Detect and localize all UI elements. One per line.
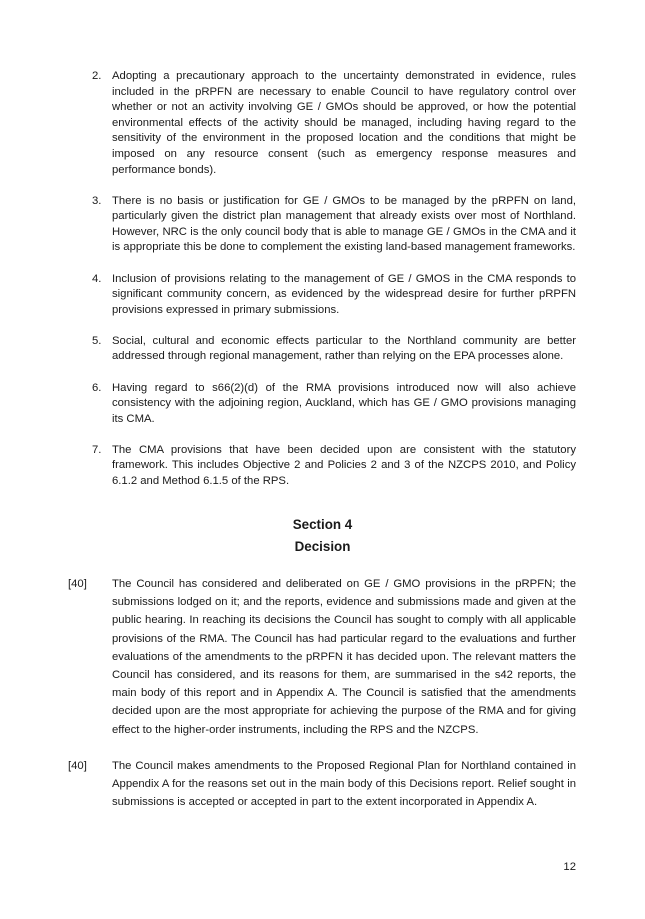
- section-title: Decision: [294, 539, 351, 554]
- list-item: [86, 443, 576, 490]
- list-item-number: 4.: [92, 272, 102, 285]
- page-number: 12: [563, 861, 576, 873]
- list-item-number: 6.: [92, 381, 102, 394]
- list-item-text: The CMA provisions that have been decided upon are consistent with the statutory framework. This includes Objective 2 and Policies 2 and 3 of the NZCPS 2010, and Policy 6.1.2 and Method 6.1.5 of the RPS.: [112, 443, 576, 487]
- list-item-text: Having regard to s66(2)(d) of the RMA provisions introduced now will also achieve consistency with the adjoining region, Auckland, which has GE / GMO provisions managing its CMA.: [112, 381, 576, 425]
- paragraph-text: The Council makes amendments to the Proposed Regional Plan for Northland contained in Appendix A for the reasons set out in the main body of this Decisions report. Relief sought in submissions is accepted or accepted in part to the extent incorporated in Appendix A.: [112, 759, 576, 809]
- list-item-number: 5.: [92, 334, 102, 347]
- list-item: [86, 334, 576, 365]
- list-item-text: Adopting a precautionary approach to the uncertainty demonstrated in evidence, rules included in the pRPFN are necessary to enable Council to have regulatory control over whether or not an activity involving GE / GMOs should be approved, or how the potential environmental effects of the activity should be managed, including having regard to the sensitivity of the environment in the proposed location and the conditions that might be imposed on any resource consent (such as emergency response measures and performance bonds).: [112, 70, 576, 176]
- numbered-paragraph: [68, 575, 576, 739]
- paragraph-number: [40]: [68, 759, 87, 772]
- list-item: [86, 381, 576, 428]
- numbered-list: [86, 69, 576, 505]
- numbered-paragraph: [68, 757, 576, 812]
- list-item-number: 2.: [92, 70, 102, 82]
- list-item-number: 7.: [92, 443, 102, 456]
- paragraph-number: [40]: [68, 578, 87, 590]
- decision-paragraphs: [68, 575, 576, 829]
- section-number: Section 4: [292, 517, 353, 532]
- paragraph-text: The Council has considered and deliberated on GE / GMO provisions in the pRPFN; the submissions lodged on it; and the reports, evidence and submissions made and given at the public hearing. In reaching its decisions the Council has sought to comply with all applicable provisions of the RMA. The Council has had particular regard to the evaluations and further evaluations of the amendments to the pRPFN it has decided upon. The relevant matters the Council has considered, and its reasons for them, are summarised in the s42 reports, the main body of this report and in Appendix A. The Council is satisfied that the amendments decided upon are the most appropriate for achieving the purpose of the RMA and for giving effect to the higher-order instruments, including the RPS and the NZCPS.: [112, 578, 576, 736]
- list-item-text: Social, cultural and economic effects particular to the Northland community are better addressed through regional management, rather than relying on the EPA processes alone.: [112, 334, 576, 363]
- list-item-text: There is no basis or justification for GE / GMOs to be managed by the pRPFN on land, particularly given the district plan management that already exists over most of Northland. However, NRC is the only council body that is able to manage GE / GMOs in the CMA and it is appropriate this be done to complement the existing land-based management frameworks.: [112, 194, 576, 254]
- list-item: [86, 272, 576, 319]
- list-item: [86, 69, 576, 178]
- list-item-text: Inclusion of provisions relating to the management of GE / GMOS in the CMA responds to significant community concern, as evidenced by the widespread desire for further pRPFN provisions expressed in primary submissions.: [112, 272, 576, 316]
- list-item: [86, 194, 576, 256]
- list-item-number: 3.: [92, 194, 102, 207]
